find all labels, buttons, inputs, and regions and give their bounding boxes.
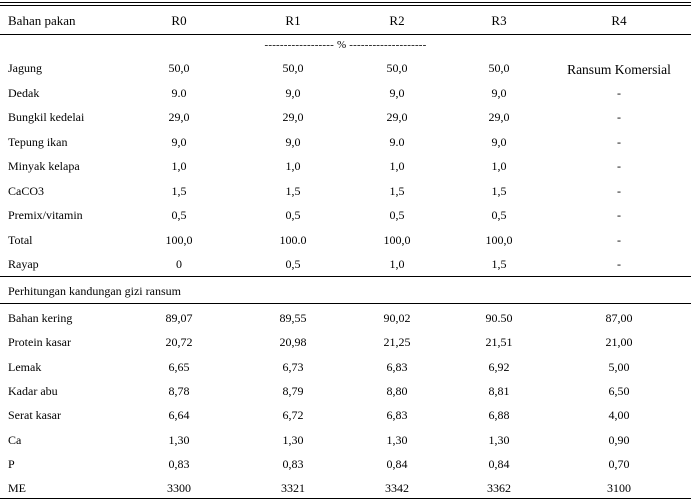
cell-r3: 9,0: [491, 85, 507, 100]
row-label: CaCO3: [8, 183, 44, 198]
cell-r3: 100,0: [485, 232, 513, 247]
table-row: [0, 355, 691, 379]
cell-r1: 89,55: [279, 311, 307, 325]
table-row: [0, 105, 691, 129]
row-label: Total: [8, 232, 33, 247]
table-row: [0, 56, 691, 80]
cell-r3: 1,5: [491, 257, 507, 271]
mid-rule: [0, 276, 691, 277]
cell-r3: 0,5: [491, 208, 507, 222]
cell-r0: 1,0: [171, 159, 187, 173]
row-label: P: [8, 456, 15, 471]
cell-r0: 100,0: [165, 232, 193, 247]
bottom-rule: [0, 498, 691, 499]
row-label: Rayap: [8, 257, 39, 271]
cell-r3: 1,30: [488, 432, 510, 447]
cell-r1: 0,5: [285, 208, 301, 222]
cell-r4: 0,90: [608, 432, 630, 447]
cell-r4: 87,00: [605, 311, 633, 325]
cell-r1: 100.0: [279, 232, 307, 247]
cell-r2: 1,5: [389, 183, 405, 198]
cell-r3: 1,5: [491, 183, 507, 198]
cell-r3: 21,51: [485, 335, 513, 350]
cell-r3: 6,88: [488, 408, 510, 423]
cell-r3: 1,0: [491, 159, 507, 173]
cell-r4: -: [617, 183, 621, 198]
cell-r3: 3362: [487, 481, 511, 496]
table-row: [0, 403, 691, 427]
cell-r0: 50,0: [168, 61, 190, 75]
cell-r1: 29,0: [282, 110, 304, 124]
cell-r0: 0,83: [168, 456, 190, 471]
cell-r2: 0,5: [389, 208, 405, 222]
table-row: [0, 130, 691, 154]
table-row: [0, 476, 691, 500]
cell-r0: 0: [176, 257, 182, 271]
table-row: [0, 228, 691, 252]
percent-unit: ------------------ % --------------------: [264, 39, 427, 51]
cell-r0: 3300: [167, 481, 191, 496]
table-row: [0, 330, 691, 354]
cell-r2: 90,02: [383, 311, 411, 325]
cell-r1: 20,98: [279, 335, 307, 350]
cell-r2: 50,0: [386, 61, 408, 75]
table-row: [0, 252, 691, 276]
row-label: Lemak: [8, 359, 42, 374]
cell-r0: 29,0: [168, 110, 190, 124]
cell-r3: 8,81: [488, 383, 510, 398]
header-col-label: Bahan pakan: [8, 13, 76, 28]
cell-r1: 8,79: [282, 383, 304, 398]
cell-r2: 9,0: [389, 85, 405, 100]
cell-r4: -: [617, 134, 621, 149]
cell-r4: Ransum Komersial: [567, 62, 671, 77]
table-row: [0, 81, 691, 105]
table-row: [0, 379, 691, 403]
cell-r2: 3342: [385, 481, 409, 496]
cell-r3: 50,0: [488, 61, 510, 75]
header-row: [0, 9, 691, 33]
cell-r4: -: [617, 257, 621, 271]
header-r0: R0: [171, 13, 187, 28]
cell-r4: -: [617, 85, 621, 100]
header-r4: R4: [611, 13, 627, 28]
cell-r3: 6,92: [488, 359, 510, 374]
row-label: Minyak kelapa: [8, 159, 80, 173]
table-row: [0, 203, 691, 227]
row-label: Bungkil kedelai: [8, 110, 85, 124]
cell-r0: 9,0: [171, 134, 187, 149]
cell-r4: 5,00: [608, 359, 630, 374]
cell-r4: 4,00: [608, 408, 630, 423]
cell-r2: 1,0: [389, 257, 405, 271]
row-label: ME: [8, 481, 26, 496]
cell-r4: -: [617, 159, 621, 173]
cell-r1: 1,0: [285, 159, 301, 173]
row-label: Protein kasar: [8, 335, 71, 350]
cell-r1: 6,73: [282, 359, 304, 374]
header-r3: R3: [491, 13, 507, 28]
cell-r0: 1,5: [171, 183, 187, 198]
cell-r2: 6,83: [386, 408, 408, 423]
cell-r1: 0,83: [282, 456, 304, 471]
cell-r0: 6,65: [168, 359, 190, 374]
cell-r0: 20,72: [165, 335, 193, 350]
row-label: Jagung: [8, 61, 42, 75]
cell-r0: 6,64: [168, 408, 190, 423]
row-label: Kadar abu: [8, 383, 58, 398]
cell-r1: 50,0: [282, 61, 304, 75]
cell-r1: 6,72: [282, 408, 304, 423]
cell-r2: 6,83: [386, 359, 408, 374]
cell-r3: 29,0: [488, 110, 510, 124]
header-r1: R1: [285, 13, 301, 28]
cell-r4: -: [617, 110, 621, 124]
row-label: Tepung ikan: [8, 134, 68, 149]
cell-r4: 21,00: [605, 335, 633, 350]
cell-r2: 1,0: [389, 159, 405, 173]
cell-r0: 0,5: [171, 208, 187, 222]
cell-r1: 3321: [281, 481, 305, 496]
cell-r0: 8,78: [168, 383, 190, 398]
cell-r1: 9,0: [285, 85, 301, 100]
table-row: [0, 428, 691, 452]
cell-r0: 1,30: [168, 432, 190, 447]
cell-r4: 3100: [607, 481, 631, 496]
cell-r0: 9.0: [171, 85, 187, 100]
cell-r1: 9,0: [285, 134, 301, 149]
cell-r2: 1,30: [386, 432, 408, 447]
cell-r4: -: [617, 208, 621, 222]
cell-r0: 89,07: [165, 311, 193, 325]
cell-r3: 0,84: [488, 456, 510, 471]
table-row: [0, 452, 691, 476]
section-row: [0, 279, 691, 303]
cell-r2: 8,80: [386, 383, 408, 398]
top-rule-2: [0, 5, 691, 6]
table-row: [0, 179, 691, 203]
cell-r4: -: [617, 232, 621, 247]
cell-r4: 0,70: [608, 456, 630, 471]
cell-r1: 1,30: [282, 432, 304, 447]
row-label: Dedak: [8, 85, 40, 100]
cell-r1: 1,5: [285, 183, 301, 198]
cell-r2: 0,84: [386, 456, 408, 471]
table-row: [0, 154, 691, 178]
unit-row: [0, 33, 691, 57]
cell-r3: 90.50: [485, 311, 513, 325]
row-label: Premix/vitamin: [8, 208, 83, 222]
cell-r2: 21,25: [383, 335, 411, 350]
cell-r3: 9,0: [491, 134, 507, 149]
section-title: Perhitungan kandungan gizi ransum: [8, 284, 181, 298]
header-r2: R2: [389, 13, 405, 28]
cell-r2: 9.0: [389, 134, 405, 149]
row-label: Bahan kering: [8, 311, 73, 325]
cell-r2: 100,0: [383, 232, 411, 247]
cell-r2: 29,0: [386, 110, 408, 124]
cell-r1: 0,5: [285, 257, 301, 271]
cell-r4: 6,50: [608, 383, 630, 398]
row-label: Ca: [8, 432, 22, 447]
row-label: Serat kasar: [8, 408, 61, 423]
top-rule: [0, 2, 691, 3]
section-rule: [0, 303, 691, 304]
table-row: [0, 306, 691, 330]
